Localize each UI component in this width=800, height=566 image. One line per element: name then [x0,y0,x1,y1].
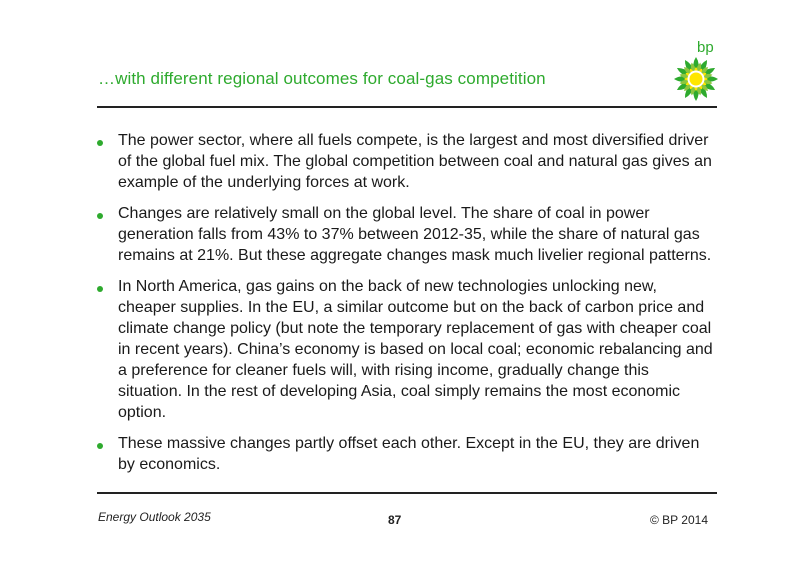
bp-logo [665,40,723,102]
slide-title: …with different regional outcomes for coal-gas competition [98,69,546,88]
bullet-item [95,130,715,193]
page-number: 87 [388,513,402,527]
bullet-text: In North America, gas gains on the back of new technologies unlocking new, cheaper supplies. In the EU, a similar outcome but on the back of carbon price and climate change policy (but note the temporary replacement of gas with cheaper coal in recent years). China’s economy is based on local coal; economic rebalancing and a preference for cleaner fuels will, with rising income, gradually change this situation. In the rest of developing Asia, coal simply remains the most economic option. [118,278,713,421]
footer-rule [97,492,717,494]
bullet-icon [97,213,103,219]
copyright: © BP 2014 [650,513,708,527]
bp-helios-icon [673,56,719,102]
bullet-item [95,276,715,423]
footer-report-name: Energy Outlook 2035 [98,510,211,524]
bullet-item [95,433,715,475]
bullet-icon [97,286,103,292]
bullet-list [95,130,715,485]
bp-wordmark: bp [697,39,714,56]
bullet-item [95,203,715,266]
bullet-text: These massive changes partly offset each other. Except in the EU, they are driven by economics. [118,435,700,473]
bullet-text: Changes are relatively small on the global level. The share of coal in power generation falls from 43% to 37% between 2012-35, while the share of natural gas remains at 21%. But these aggregate changes mask much livelier regional patterns. [118,205,712,264]
bullet-icon [97,443,103,449]
bullet-text: The power sector, where all fuels compete, is the largest and most diversified driver of the global fuel mix. The global competition between coal and natural gas gives an example of the underlying forces at work. [118,132,712,191]
header-rule [97,106,717,108]
bullet-icon [97,140,103,146]
